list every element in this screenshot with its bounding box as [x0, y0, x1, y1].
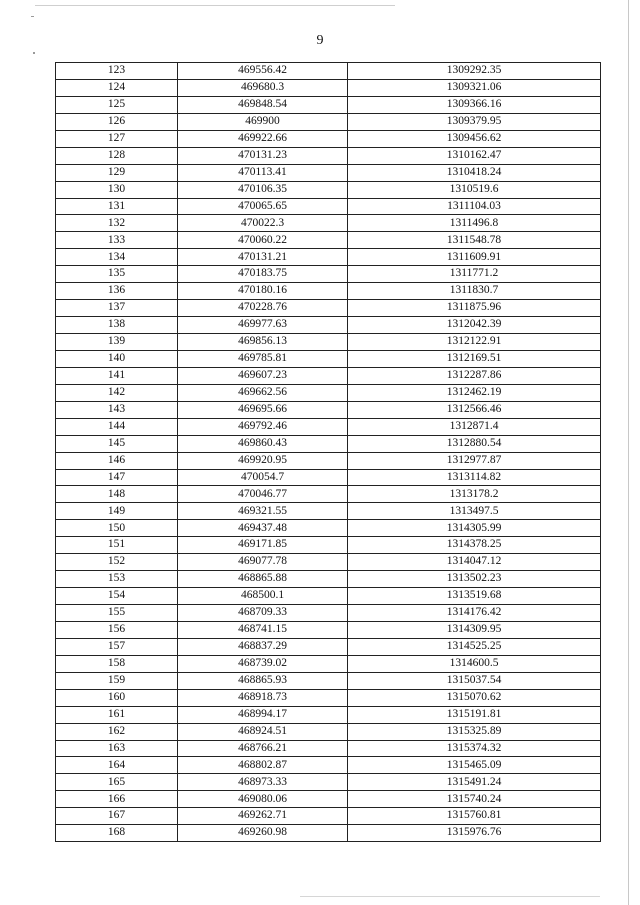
point-number-cell: 158	[56, 655, 178, 672]
x-coordinate-cell: 470183.75	[178, 266, 348, 283]
point-number-cell: 142	[56, 384, 178, 401]
x-coordinate-cell: 469848.54	[178, 96, 348, 113]
scan-dot	[33, 52, 35, 54]
point-number-cell: 141	[56, 367, 178, 384]
point-number-cell: 168	[56, 825, 178, 842]
point-number-cell: 125	[56, 96, 178, 113]
table-row	[56, 503, 601, 520]
x-coordinate-cell: 469437.48	[178, 520, 348, 537]
point-number-cell: 124	[56, 79, 178, 96]
table-row	[56, 486, 601, 503]
x-coordinate-cell: 469792.46	[178, 418, 348, 435]
table-row	[56, 537, 601, 554]
y-coordinate-cell: 1315976.76	[348, 825, 601, 842]
x-coordinate-cell: 468865.93	[178, 672, 348, 689]
y-coordinate-cell: 1311830.7	[348, 283, 601, 300]
x-coordinate-cell: 469785.81	[178, 350, 348, 367]
point-number-cell: 156	[56, 621, 178, 638]
table-row	[56, 96, 601, 113]
table-row	[56, 689, 601, 706]
x-coordinate-cell: 470131.23	[178, 147, 348, 164]
point-number-cell: 150	[56, 520, 178, 537]
table-row	[56, 825, 601, 842]
y-coordinate-cell: 1315760.81	[348, 808, 601, 825]
point-number-cell: 149	[56, 503, 178, 520]
scan-rule-top	[35, 5, 395, 6]
y-coordinate-cell: 1311771.2	[348, 266, 601, 283]
x-coordinate-cell: 469556.42	[178, 63, 348, 80]
point-number-cell: 145	[56, 435, 178, 452]
point-number-cell: 131	[56, 198, 178, 215]
y-coordinate-cell: 1315740.24	[348, 791, 601, 808]
table-row	[56, 79, 601, 96]
table-row	[56, 198, 601, 215]
y-coordinate-cell: 1311609.91	[348, 249, 601, 266]
y-coordinate-cell: 1310519.6	[348, 181, 601, 198]
scan-rule-right	[628, 0, 629, 905]
table-row	[56, 774, 601, 791]
y-coordinate-cell: 1313178.2	[348, 486, 601, 503]
point-number-cell: 160	[56, 689, 178, 706]
y-coordinate-cell: 1315374.32	[348, 740, 601, 757]
y-coordinate-cell: 1315191.81	[348, 706, 601, 723]
y-coordinate-cell: 1309366.16	[348, 96, 601, 113]
point-number-cell: 140	[56, 350, 178, 367]
y-coordinate-cell: 1314525.25	[348, 638, 601, 655]
y-coordinate-cell: 1312169.51	[348, 350, 601, 367]
table-row	[56, 367, 601, 384]
point-number-cell: 135	[56, 266, 178, 283]
point-number-cell: 129	[56, 164, 178, 181]
table-row	[56, 147, 601, 164]
y-coordinate-cell: 1312977.87	[348, 452, 601, 469]
x-coordinate-cell: 470106.35	[178, 181, 348, 198]
x-coordinate-cell: 468973.33	[178, 774, 348, 791]
point-number-cell: 155	[56, 605, 178, 622]
table-row	[56, 588, 601, 605]
x-coordinate-cell: 468918.73	[178, 689, 348, 706]
x-coordinate-cell: 468924.51	[178, 723, 348, 740]
coordinates-table-body	[56, 63, 601, 842]
table-row	[56, 350, 601, 367]
table-row	[56, 317, 601, 334]
x-coordinate-cell: 469171.85	[178, 537, 348, 554]
y-coordinate-cell: 1314305.99	[348, 520, 601, 537]
x-coordinate-cell: 469922.66	[178, 130, 348, 147]
y-coordinate-cell: 1314047.12	[348, 554, 601, 571]
point-number-cell: 127	[56, 130, 178, 147]
y-coordinate-cell: 1311548.78	[348, 232, 601, 249]
x-coordinate-cell: 469856.13	[178, 334, 348, 351]
point-number-cell: 139	[56, 334, 178, 351]
x-coordinate-cell: 469695.66	[178, 401, 348, 418]
table-row	[56, 334, 601, 351]
table-row	[56, 655, 601, 672]
table-row	[56, 791, 601, 808]
x-coordinate-cell: 469860.43	[178, 435, 348, 452]
point-number-cell: 144	[56, 418, 178, 435]
point-number-cell: 157	[56, 638, 178, 655]
table-row	[56, 384, 601, 401]
y-coordinate-cell: 1315491.24	[348, 774, 601, 791]
x-coordinate-cell: 470180.16	[178, 283, 348, 300]
x-coordinate-cell: 468865.88	[178, 571, 348, 588]
table-row	[56, 452, 601, 469]
table-row	[56, 469, 601, 486]
y-coordinate-cell: 1311104.03	[348, 198, 601, 215]
y-coordinate-cell: 1309292.35	[348, 63, 601, 80]
table-row	[56, 706, 601, 723]
table-row	[56, 571, 601, 588]
table-row	[56, 672, 601, 689]
x-coordinate-cell: 470054.7	[178, 469, 348, 486]
y-coordinate-cell: 1312871.4	[348, 418, 601, 435]
table-row	[56, 605, 601, 622]
point-number-cell: 132	[56, 215, 178, 232]
x-coordinate-cell: 469260.98	[178, 825, 348, 842]
table-row	[56, 757, 601, 774]
table-row	[56, 638, 601, 655]
y-coordinate-cell: 1311496.8	[348, 215, 601, 232]
x-coordinate-cell: 469900	[178, 113, 348, 130]
y-coordinate-cell: 1313519.68	[348, 588, 601, 605]
y-coordinate-cell: 1314309.95	[348, 621, 601, 638]
point-number-cell: 167	[56, 808, 178, 825]
coordinates-table	[55, 62, 601, 842]
point-number-cell: 126	[56, 113, 178, 130]
table-row	[56, 266, 601, 283]
y-coordinate-cell: 1310162.47	[348, 147, 601, 164]
y-coordinate-cell: 1312566.46	[348, 401, 601, 418]
point-number-cell: 123	[56, 63, 178, 80]
x-coordinate-cell: 468741.15	[178, 621, 348, 638]
x-coordinate-cell: 469321.55	[178, 503, 348, 520]
x-coordinate-cell: 468837.29	[178, 638, 348, 655]
table-row	[56, 249, 601, 266]
x-coordinate-cell: 469920.95	[178, 452, 348, 469]
point-number-cell: 138	[56, 317, 178, 334]
table-row	[56, 215, 601, 232]
point-number-cell: 161	[56, 706, 178, 723]
table-row	[56, 621, 601, 638]
x-coordinate-cell: 468994.17	[178, 706, 348, 723]
y-coordinate-cell: 1315465.09	[348, 757, 601, 774]
table-row	[56, 63, 601, 80]
table-row	[56, 300, 601, 317]
x-coordinate-cell: 470065.65	[178, 198, 348, 215]
y-coordinate-cell: 1313497.5	[348, 503, 601, 520]
point-number-cell: 162	[56, 723, 178, 740]
y-coordinate-cell: 1309379.95	[348, 113, 601, 130]
table-row	[56, 808, 601, 825]
point-number-cell: 163	[56, 740, 178, 757]
point-number-cell: 147	[56, 469, 178, 486]
x-coordinate-cell: 468709.33	[178, 605, 348, 622]
y-coordinate-cell: 1312122.91	[348, 334, 601, 351]
point-number-cell: 165	[56, 774, 178, 791]
table-row	[56, 520, 601, 537]
y-coordinate-cell: 1312042.39	[348, 317, 601, 334]
point-number-cell: 134	[56, 249, 178, 266]
table-row	[56, 164, 601, 181]
y-coordinate-cell: 1314378.25	[348, 537, 601, 554]
y-coordinate-cell: 1312880.54	[348, 435, 601, 452]
y-coordinate-cell: 1310418.24	[348, 164, 601, 181]
scan-rule-bottom	[300, 896, 600, 897]
x-coordinate-cell: 470113.41	[178, 164, 348, 181]
x-coordinate-cell: 470228.76	[178, 300, 348, 317]
y-coordinate-cell: 1312287.86	[348, 367, 601, 384]
x-coordinate-cell: 468802.87	[178, 757, 348, 774]
y-coordinate-cell: 1314176.42	[348, 605, 601, 622]
x-coordinate-cell: 469262.71	[178, 808, 348, 825]
table-row	[56, 113, 601, 130]
y-coordinate-cell: 1315037.54	[348, 672, 601, 689]
point-number-cell: 151	[56, 537, 178, 554]
y-coordinate-cell: 1312462.19	[348, 384, 601, 401]
y-coordinate-cell: 1313502.23	[348, 571, 601, 588]
table-row	[56, 435, 601, 452]
y-coordinate-cell: 1311875.96	[348, 300, 601, 317]
point-number-cell: 152	[56, 554, 178, 571]
x-coordinate-cell: 468739.02	[178, 655, 348, 672]
x-coordinate-cell: 468500.1	[178, 588, 348, 605]
x-coordinate-cell: 469080.06	[178, 791, 348, 808]
point-number-cell: 128	[56, 147, 178, 164]
y-coordinate-cell: 1314600.5	[348, 655, 601, 672]
point-number-cell: 130	[56, 181, 178, 198]
x-coordinate-cell: 469607.23	[178, 367, 348, 384]
x-coordinate-cell: 469662.56	[178, 384, 348, 401]
point-number-cell: 143	[56, 401, 178, 418]
table-row	[56, 740, 601, 757]
point-number-cell: 133	[56, 232, 178, 249]
table-row	[56, 181, 601, 198]
table-row	[56, 554, 601, 571]
point-number-cell: 159	[56, 672, 178, 689]
x-coordinate-cell: 469077.78	[178, 554, 348, 571]
x-coordinate-cell: 470060.22	[178, 232, 348, 249]
table-row	[56, 723, 601, 740]
table-row	[56, 418, 601, 435]
point-number-cell: 146	[56, 452, 178, 469]
scan-dot	[31, 16, 34, 17]
y-coordinate-cell: 1313114.82	[348, 469, 601, 486]
point-number-cell: 164	[56, 757, 178, 774]
y-coordinate-cell: 1309456.62	[348, 130, 601, 147]
x-coordinate-cell: 468766.21	[178, 740, 348, 757]
point-number-cell: 148	[56, 486, 178, 503]
x-coordinate-cell: 470046.77	[178, 486, 348, 503]
x-coordinate-cell: 470022.3	[178, 215, 348, 232]
y-coordinate-cell: 1315070.62	[348, 689, 601, 706]
y-coordinate-cell: 1315325.89	[348, 723, 601, 740]
table-row	[56, 130, 601, 147]
point-number-cell: 154	[56, 588, 178, 605]
x-coordinate-cell: 469977.63	[178, 317, 348, 334]
x-coordinate-cell: 469680.3	[178, 79, 348, 96]
page-number: 9	[316, 33, 324, 48]
point-number-cell: 166	[56, 791, 178, 808]
x-coordinate-cell: 470131.21	[178, 249, 348, 266]
point-number-cell: 137	[56, 300, 178, 317]
table-row	[56, 401, 601, 418]
point-number-cell: 136	[56, 283, 178, 300]
point-number-cell: 153	[56, 571, 178, 588]
table-row	[56, 283, 601, 300]
table-row	[56, 232, 601, 249]
y-coordinate-cell: 1309321.06	[348, 79, 601, 96]
